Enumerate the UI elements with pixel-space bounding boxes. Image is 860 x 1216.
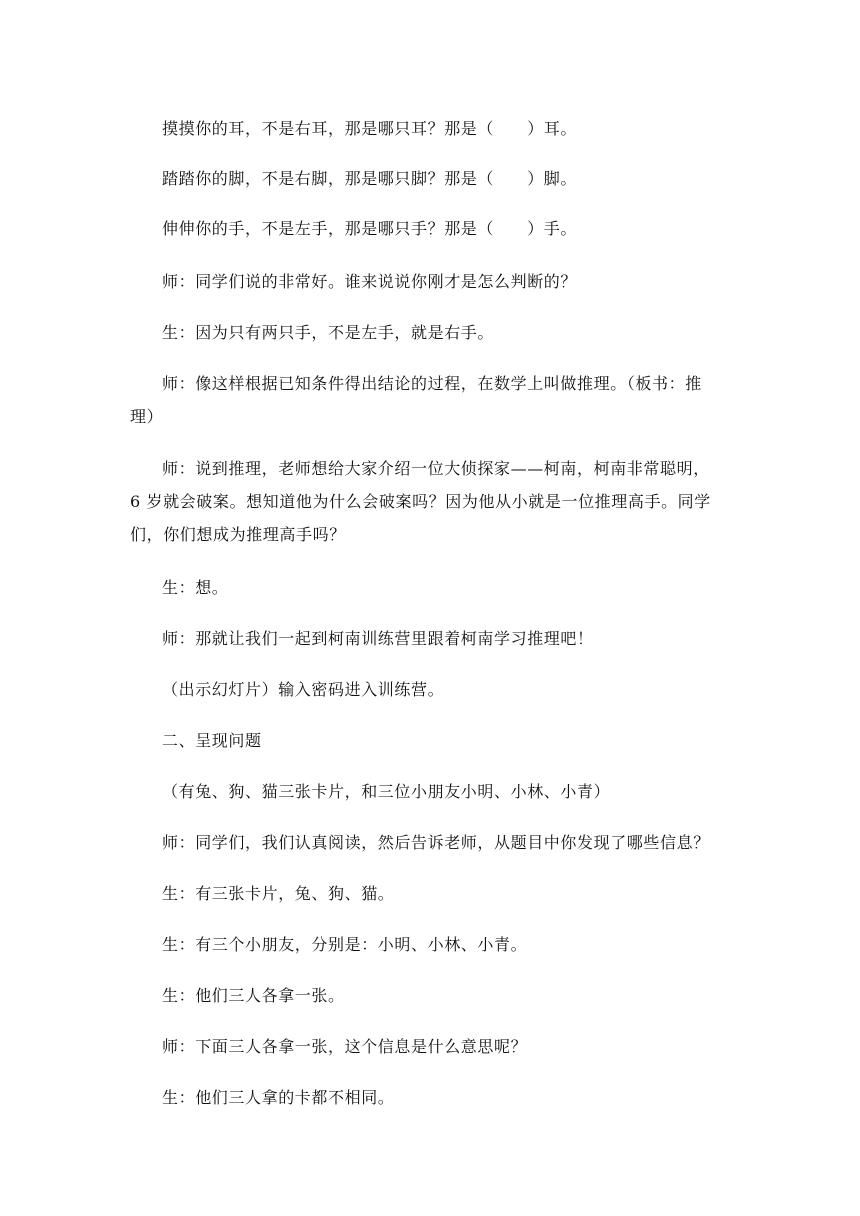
paragraph-student-each-one bbox=[130, 979, 730, 1012]
text-line: 生：他们三人拿的卡都不相同。 bbox=[162, 1088, 395, 1107]
text-line: 生：想。 bbox=[162, 578, 229, 597]
paragraph-student-different bbox=[130, 1081, 730, 1114]
paragraph-teacher-conan bbox=[130, 452, 730, 551]
paragraph-teacher-praise bbox=[130, 265, 730, 298]
text-line: 伸伸你的手，不是左手，那是哪只手？那是（ ）手。 bbox=[162, 219, 578, 238]
text-line: 师：像这样根据已知条件得出结论的过程，在数学上叫做推理。（板书：推 bbox=[162, 374, 702, 393]
text-line: （出示幻灯片）输入密码进入训练营。 bbox=[162, 680, 445, 699]
paragraph-touch-ear bbox=[130, 112, 730, 145]
paragraph-student-answer bbox=[130, 316, 730, 349]
text-line: 师：同学们，我们认真阅读，然后告诉老师，从题目中你发现了哪些信息？ bbox=[162, 833, 710, 852]
paragraph-step-foot bbox=[130, 162, 730, 195]
paragraph-stretch-hand bbox=[130, 212, 730, 245]
text-line: 师：说到推理，老师想给大家介绍一位大侦探家——柯南，柯南非常聪明， bbox=[162, 459, 710, 478]
paragraph-slide-password bbox=[130, 673, 730, 706]
paragraph-student-want bbox=[130, 571, 730, 604]
text-line: 踏踏你的脚，不是右脚，那是哪只脚？那是（ ）脚。 bbox=[162, 169, 578, 188]
paragraph-teacher-read bbox=[130, 826, 730, 859]
paragraph-teacher-reasoning bbox=[130, 367, 730, 433]
section-heading-present-problem bbox=[130, 724, 730, 757]
paragraph-teacher-training bbox=[130, 622, 730, 655]
text-line: 师：下面三人各拿一张，这个信息是什么意思呢？ bbox=[162, 1037, 528, 1056]
text-line: 6 岁就会破案。想知道他为什么会破案吗？因为他从小就是一位推理高手。同学 bbox=[130, 492, 711, 511]
text-line: 摸摸你的耳，不是右耳，那是哪只耳？那是（ ）耳。 bbox=[162, 119, 578, 138]
text-line: 生：有三个小朋友，分别是：小明、小林、小青。 bbox=[162, 935, 528, 954]
text-line: 生：因为只有两只手，不是左手，就是右手。 bbox=[162, 323, 495, 342]
text-line: 生：有三张卡片，兔、狗、猫。 bbox=[162, 884, 395, 903]
text-line: 理） bbox=[130, 407, 164, 426]
text-line: 师：同学们说的非常好。谁来说说你刚才是怎么判断的？ bbox=[162, 272, 578, 291]
text-line: 们，你们想成为推理高手吗？ bbox=[130, 525, 346, 544]
text-line: （有兔、狗、猫三张卡片，和三位小朋友小明、小林、小青） bbox=[162, 782, 611, 801]
text-line: 二、呈现问题 bbox=[162, 731, 262, 750]
paragraph-student-children bbox=[130, 928, 730, 961]
paragraph-student-cards bbox=[130, 877, 730, 910]
text-line: 师：那就让我们一起到柯南训练营里跟着柯南学习推理吧！ bbox=[162, 629, 594, 648]
paragraph-cards-children bbox=[130, 775, 730, 808]
paragraph-teacher-meaning bbox=[130, 1030, 730, 1063]
text-line: 生：他们三人各拿一张。 bbox=[162, 986, 345, 1005]
